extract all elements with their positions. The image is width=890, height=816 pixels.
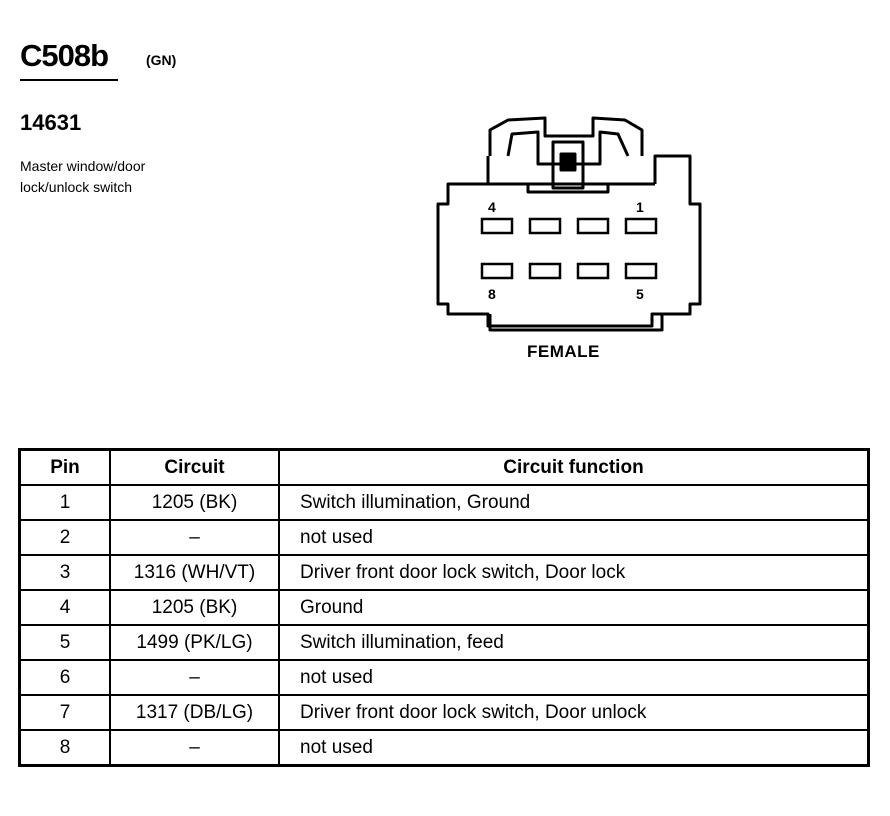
part-number: 14631	[20, 110, 82, 135]
circuit-cell: –	[110, 730, 279, 766]
pin-cell: 7	[20, 695, 111, 730]
pin-cell: 4	[20, 590, 111, 625]
terminal-cavities	[482, 219, 656, 278]
cavity-1	[626, 219, 656, 233]
pin-cell: 1	[20, 485, 111, 520]
header-circuit-function: Circuit function	[279, 450, 869, 486]
pin-cell: 2	[20, 520, 111, 555]
latch-slot	[561, 154, 575, 170]
color-code: (GN)	[146, 52, 177, 68]
circuit-cell: 1205 (BK)	[110, 485, 279, 520]
circuit-cell: –	[110, 520, 279, 555]
connector-description: Master window/door lock/unlock switch	[20, 158, 146, 195]
cavity-8	[482, 264, 512, 278]
pin-label-5: 5	[636, 286, 644, 302]
circuit-cell: 1205 (BK)	[110, 590, 279, 625]
connector-id: C508b	[20, 38, 109, 73]
pin-cell: 3	[20, 555, 111, 590]
function-cell: not used	[279, 520, 869, 555]
cavity-3	[530, 219, 560, 233]
function-cell: not used	[279, 730, 869, 766]
table-row	[20, 520, 869, 555]
table-row	[20, 695, 869, 730]
pin-label-4: 4	[488, 199, 496, 215]
pinout-table	[18, 448, 870, 767]
connector-base	[490, 314, 662, 330]
table-row	[20, 660, 869, 695]
pin-cell: 8	[20, 730, 111, 766]
header-circuit: Circuit	[110, 450, 279, 486]
function-cell: Driver front door lock switch, Door unlock	[279, 695, 869, 730]
circuit-cell: –	[110, 660, 279, 695]
cavity-4	[482, 219, 512, 233]
cavity-2	[578, 219, 608, 233]
circuit-cell: 1317 (DB/LG)	[110, 695, 279, 730]
pin-cell: 6	[20, 660, 111, 695]
connector-id-underline	[20, 79, 118, 81]
cavity-5	[626, 264, 656, 278]
function-cell: not used	[279, 660, 869, 695]
connector-gender: FEMALE	[527, 342, 600, 361]
pin-label-1: 1	[636, 199, 644, 215]
cavity-7	[530, 264, 560, 278]
circuit-cell: 1316 (WH/VT)	[110, 555, 279, 590]
table-row	[20, 555, 869, 590]
connector-diagram	[420, 108, 720, 373]
table-header-row	[20, 450, 869, 486]
table-row	[20, 730, 869, 766]
connector-housing	[438, 156, 700, 326]
table-row	[20, 625, 869, 660]
table-row	[20, 485, 869, 520]
circuit-cell: 1499 (PK/LG)	[110, 625, 279, 660]
function-cell: Driver front door lock switch, Door lock	[279, 555, 869, 590]
function-cell: Ground	[279, 590, 869, 625]
cavity-6	[578, 264, 608, 278]
function-cell: Switch illumination, feed	[279, 625, 869, 660]
pin-label-8: 8	[488, 286, 496, 302]
table-row	[20, 590, 869, 625]
function-cell: Switch illumination, Ground	[279, 485, 869, 520]
pin-cell: 5	[20, 625, 111, 660]
header-pin: Pin	[20, 450, 111, 486]
